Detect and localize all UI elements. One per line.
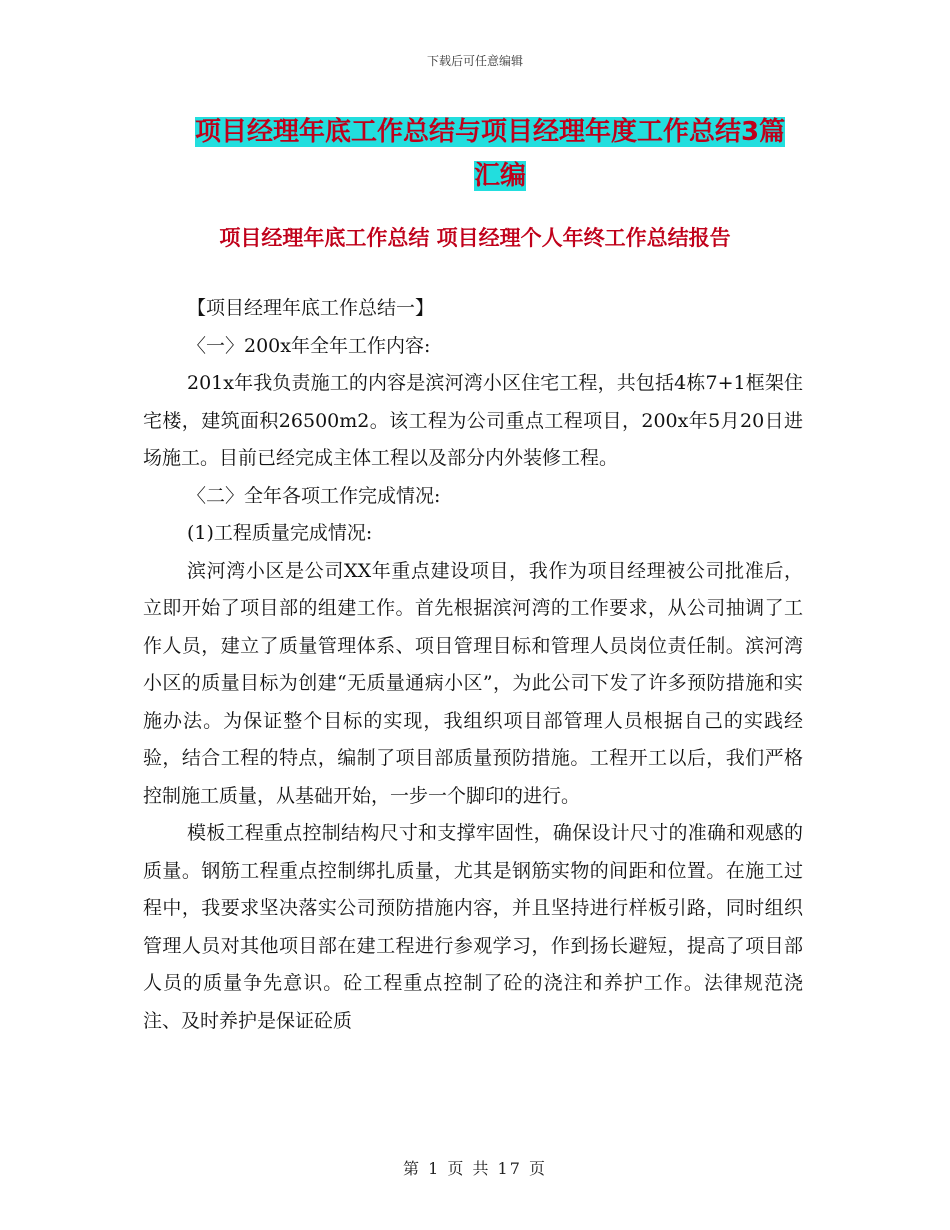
- body-paragraph: 滨河湾小区是公司XX年重点建设项目，我作为项目经理被公司批准后，立即开始了项目部的组建工作。首先根据滨河湾的工作要求，从公司抽调了工作人员，建立了质量管理体系、项目管理目标和管理人员岗位责任制。滨河湾小区的质量目标为创建“无质量通病小区”，为此公司下发了许多预防措施和实施办法。为保证整个目标的实现，我组织项目部管理人员根据自己的实践经验，结合工程的特点，编制了项目部质量预防措施。工程开工以后，我们严格控制施工质量，从基础开始，一步一个脚印的进行。: [143, 559, 803, 807]
- title-line-2: 汇编: [473, 161, 526, 191]
- title-line-1: 项目经理年底工作总结与项目经理年度工作总结3篇: [195, 117, 786, 147]
- body-paragraph: 201x年我负责施工的内容是滨河湾小区住宅工程，共包括4栋7+1框架住宅楼，建筑面积26500m2。该工程为公司重点工程项目，200x年5月20日进场施工。目前已经完成主体工程以及部分内外装修工程。: [143, 372, 803, 469]
- body-paragraph: 模板工程重点控制结构尺寸和支撑牢固性，确保设计尺寸的准确和观感的质量。钢筋工程重点控制绑扎质量，尤其是钢筋实物的间距和位置。在施工过程中，我要求坚决落实公司预防措施内容，并且坚持进行样板引路，同时组织管理人员对其他项目部在建工程进行参观学习，作到扬长避短，提高了项目部人员的质量争先意识。砼工程重点控制了砼的浇注和养护工作。法律规范浇注、及时养护是保证砼质: [143, 822, 803, 1032]
- subsection-heading: 〈二〉全年各项工作完成情况:: [187, 484, 441, 507]
- document-title: [195, 110, 805, 198]
- page-footer: 第 1 页 共 17 页: [403, 1159, 547, 1178]
- header-note: 下载后可任意编辑: [426, 54, 523, 68]
- document-subtitle: 项目经理年底工作总结 项目经理个人年终工作总结报告: [219, 226, 731, 250]
- subsection-heading: 〈一〉200x年全年工作内容:: [187, 334, 431, 357]
- document-body: [143, 290, 803, 1040]
- section-heading: 【项目经理年底工作总结一】: [187, 297, 435, 319]
- subsection-heading: (1)工程质量完成情况:: [187, 522, 373, 544]
